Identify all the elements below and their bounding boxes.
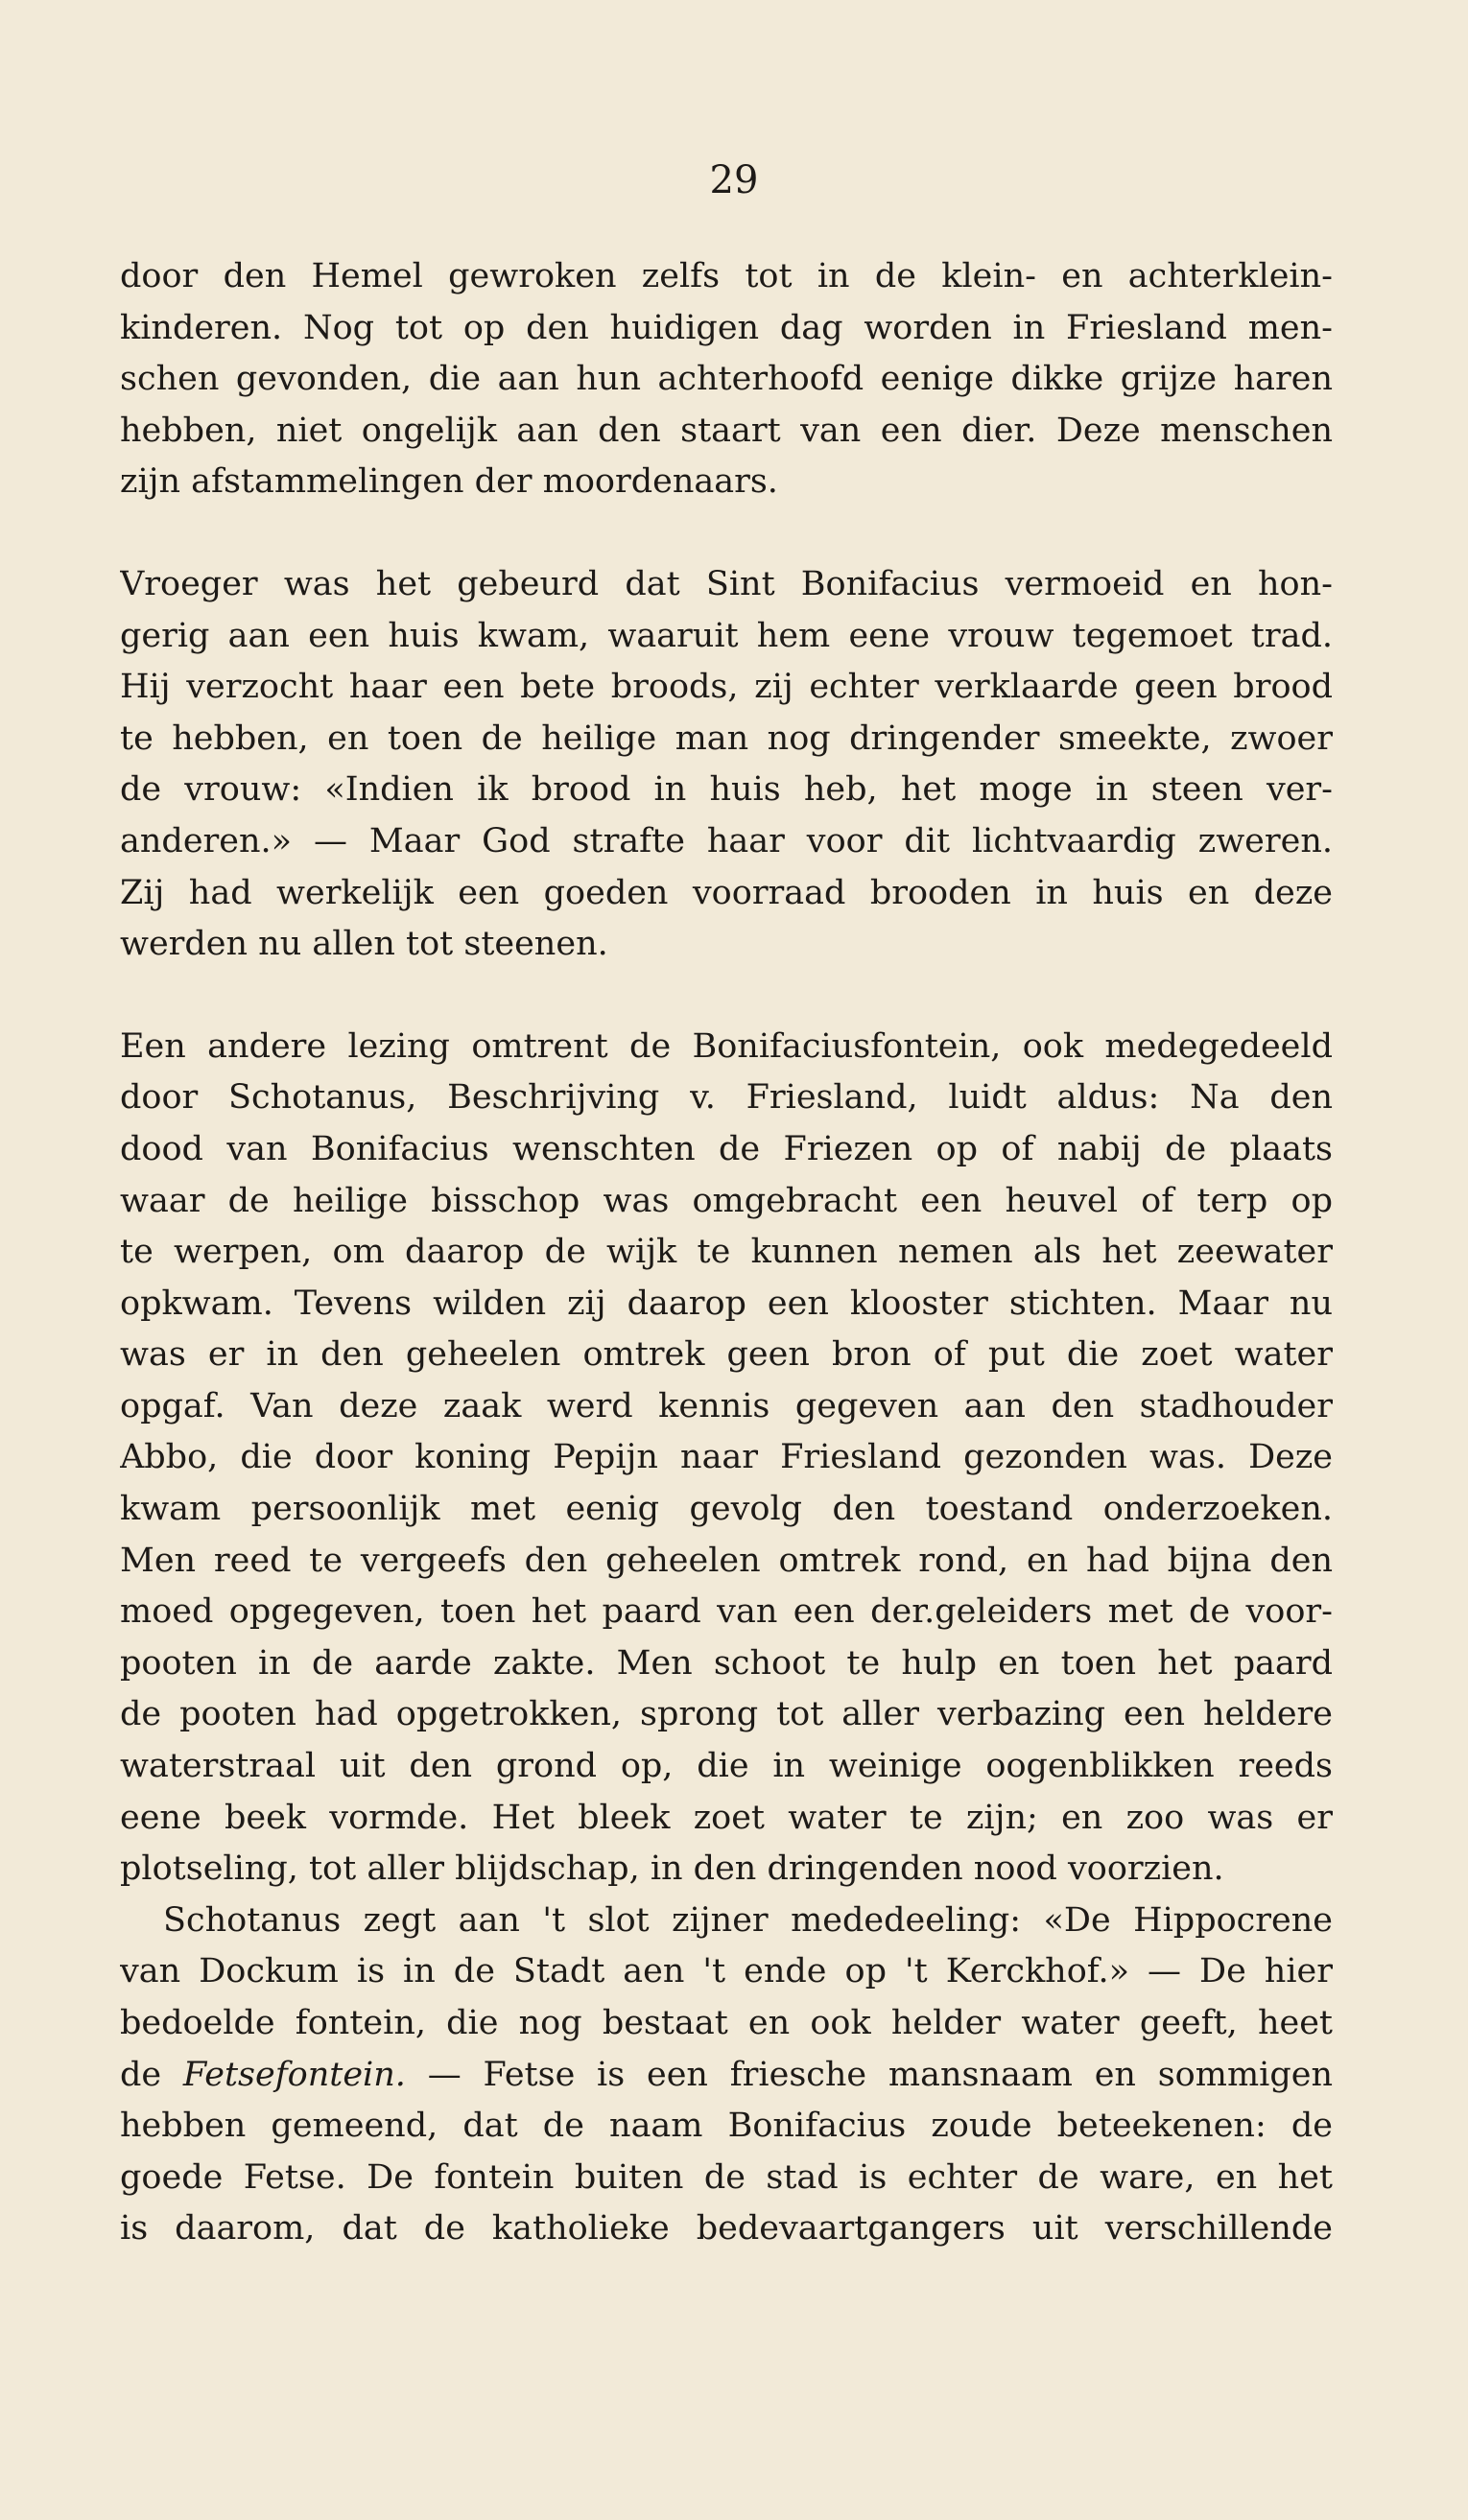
text-line: is daarom, dat de katholieke bedevaartgangers uit verschillende — [120, 2209, 1333, 2249]
text-line: hebben, niet ongelijk aan den staart van een dier. Deze menschen — [120, 411, 1333, 450]
text-line: waterstraal uit den grond op, die in weinige oogenblikken reeds — [120, 1747, 1333, 1786]
page-number: 29 — [709, 158, 759, 202]
text-line: eene beek vormde. Het bleek zoet water te zijn; en zoo was er — [120, 1798, 1333, 1837]
text-line: zijn afstammelingen der moordenaars. — [120, 462, 778, 502]
text-line: plotseling, tot aller blijdschap, in den dringenden nood voorzien. — [120, 1849, 1224, 1889]
text-line: Abbo, die door koning Pepijn naar Friesland gezonden was. Deze — [120, 1438, 1333, 1477]
text-line: Vroeger was het gebeurd dat Sint Bonifacius vermoeid en hon- — [120, 564, 1333, 603]
text-line: goede Fetse. De fontein buiten de stad is echter de ware, en het — [120, 2157, 1333, 2197]
text-line-with-italic — [120, 2050, 1333, 2102]
text-line: gerig aan een huis kwam, waaruit hem eene vrouw tegemoet trad. — [120, 616, 1333, 655]
paragraph-gap — [120, 508, 1333, 559]
text-line: was er in den geheelen omtrek geen bron of put die zoet water — [120, 1335, 1333, 1375]
text-line: anderen.» — Maar God strafte haar voor dit lichtvaardig zweren. — [120, 821, 1333, 860]
text-line: opgaf. Van deze zaak werd kennis gegeven aan den stadhouder — [120, 1386, 1333, 1425]
text-line: bedoelde fontein, die nog bestaat en ook helder water geeft, heet — [120, 2004, 1333, 2042]
text-line: te werpen, om daarop de wijk te kunnen nemen als het zeewater — [120, 1233, 1333, 1272]
text-line: werden nu allen tot steenen. — [120, 925, 608, 964]
text-line: kwam persoonlijk met eenig gevolg den toestand onderzoeken. — [120, 1490, 1333, 1529]
text-line: door Schotanus, Beschrijving v. Friesland, luidt aldus: Na den — [120, 1078, 1333, 1118]
page-body — [120, 251, 1333, 2255]
text-line: Men reed te vergeefs den geheelen omtrek rond, en had bijna den — [120, 1541, 1333, 1580]
text-line: van Dockum is in de Stadt aen 't ende op 't Kerckhof.» — De hier — [120, 1952, 1333, 1991]
text-line: waar de heilige bisschop was omgebracht een heuvel of terp op — [120, 1181, 1333, 1220]
paragraph-2 — [120, 559, 1333, 971]
text-line: Een andere lezing omtrent de Bonifaciusfontein, ook medegedeeld — [120, 1026, 1333, 1066]
text-line: Schotanus zegt aan 't slot zijner mededeeling: «De Hippocrene — [163, 1900, 1333, 1940]
paragraph-gap — [120, 971, 1333, 1022]
text-line: Zij had werkelijk een goeden voorraad brooden in huis en deze — [120, 873, 1333, 912]
text-segment: de — [120, 2055, 183, 2094]
paragraph-4 — [120, 1896, 1333, 2255]
text-line: moed opgegeven, toen het paard van een der.geleiders met de voor- — [120, 1592, 1333, 1632]
text-line: kinderen. Nog tot op den huidigen dag worden in Friesland men- — [120, 308, 1333, 347]
text-line: schen gevonden, die aan hun achterhoofd eenige dikke grijze haren — [120, 360, 1333, 399]
text-line: hebben gemeend, dat de naam Bonifacius zoude beteekenen: de — [120, 2107, 1333, 2146]
paragraph-1 — [120, 251, 1333, 508]
text-line: te hebben, en toen de heilige man nog dringender smeekte, zwoer — [120, 718, 1333, 758]
text-segment: — Fetse is een friesche mansnaam en sommigen — [405, 2055, 1333, 2094]
paragraph-3 — [120, 1022, 1333, 1896]
text-line: door den Hemel gewroken zelfs tot in de klein- en achterklein- — [120, 257, 1333, 295]
text-line: dood van Bonifacius wenschten de Friezen op of nabij de plaats — [120, 1129, 1333, 1168]
text-line: de vrouw: «Indien ik brood in huis heb, het moge in steen ver- — [120, 770, 1333, 810]
text-line: Hij verzocht haar een bete broods, zij echter verklaarde geen brood — [120, 668, 1333, 707]
text-line: opkwam. Tevens wilden zij daarop een klooster stichten. Maar nu — [120, 1284, 1333, 1323]
text-line: pooten in de aarde zakte. Men schoot te hulp en toen het paard — [120, 1643, 1333, 1683]
text-line: de pooten had opgetrokken, sprong tot aller verbazing een heldere — [120, 1695, 1333, 1734]
italic-term: Fetsefontein. — [182, 2055, 406, 2094]
